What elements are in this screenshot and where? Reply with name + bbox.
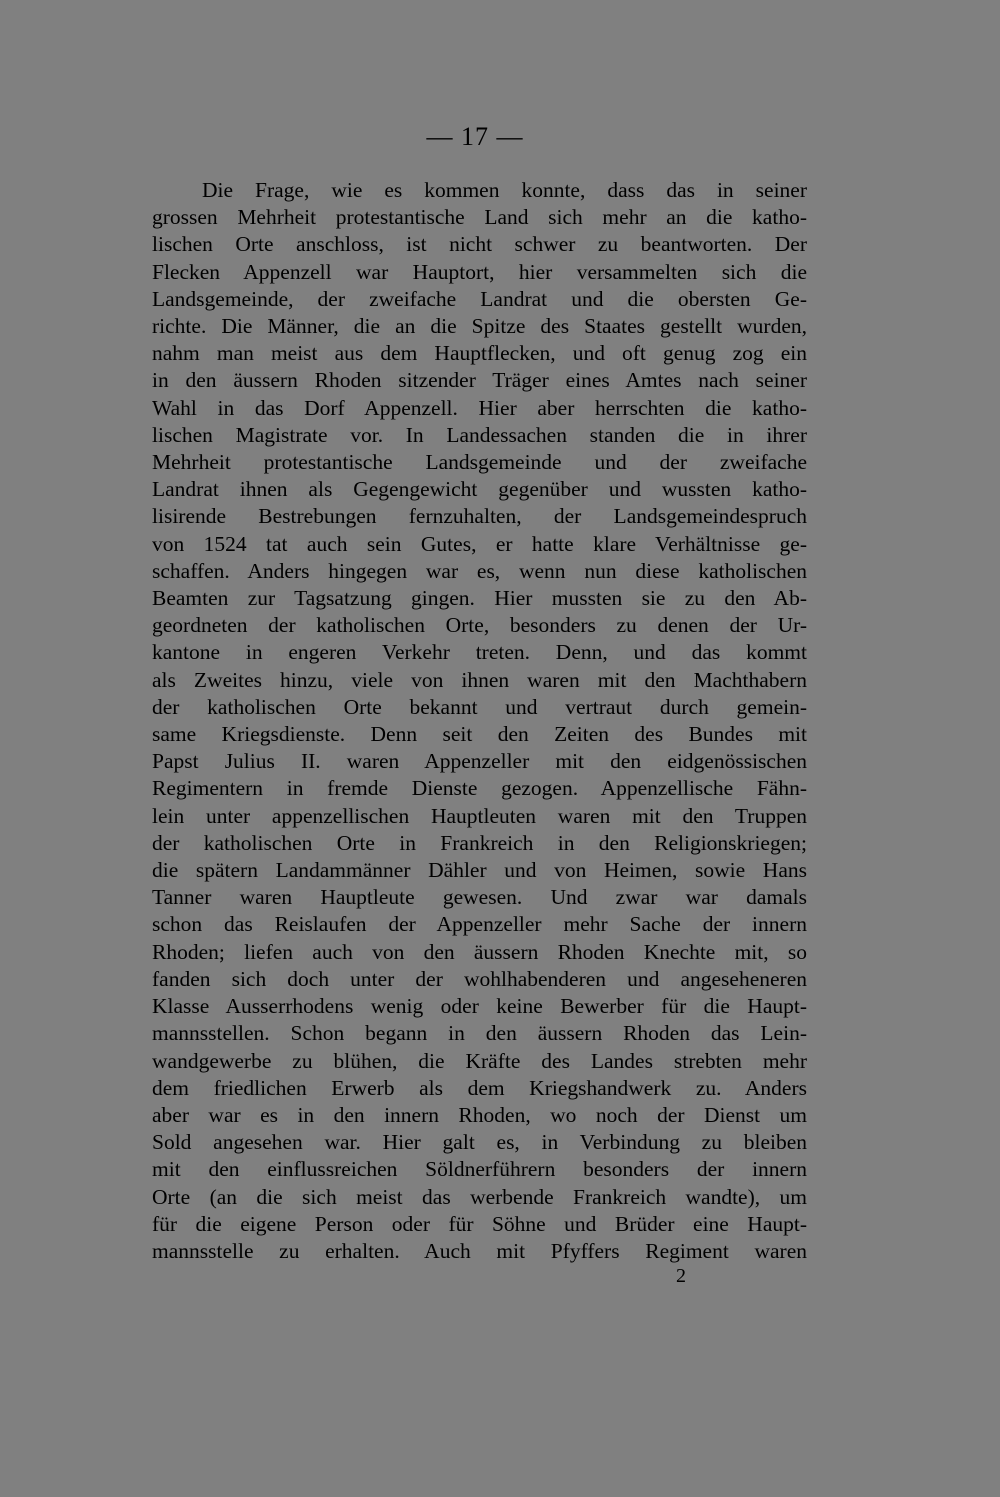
text-line: lisirende Bestrebungen fernzuhalten, der Landsgemeindespruch (152, 504, 807, 529)
text-line: geordneten der katholischen Orte, besonders zu denen der Ur- (152, 613, 807, 638)
text-line: Mehrheit protestantische Landsgemeinde und der zweifache (152, 450, 807, 475)
text-line: Landrat ihnen als Gegengewicht gegenüber und wussten katho- (152, 477, 807, 502)
text-line: der katholischen Orte in Frankreich in den Religionskriegen; (152, 830, 807, 855)
page-number: — 17 — (426, 122, 524, 151)
text-line: Tanner waren Hauptleute gewesen. Und zwar war damals (152, 885, 807, 910)
text-line: lischen Magistrate vor. In Landessachen standen die in ihrer (152, 422, 807, 447)
text-line: wandgewerbe zu blühen, die Kräfte des Landes strebten mehr (152, 1048, 807, 1073)
text-line: mannsstelle zu erhalten. Auch mit Pfyffers Regiment waren (152, 1238, 807, 1263)
text-line: dem friedlichen Erwerb als dem Kriegshandwerk zu. Anders (152, 1075, 807, 1100)
text-line: als Zweites hinzu, viele von ihnen waren mit den Machthabern (152, 667, 807, 692)
text-line: für die eigene Person oder für Söhne und Brüder eine Haupt- (152, 1211, 807, 1236)
text-line: die spätern Landammänner Dähler und von Heimen, sowie Hans (152, 858, 807, 883)
text-line: same Kriegsdienste. Denn seit den Zeiten des Bundes mit (152, 722, 807, 747)
text-line: mannsstellen. Schon begann in den äussern Rhoden das Lein- (152, 1021, 807, 1046)
text-line: lein unter appenzellischen Hauptleuten waren mit den Truppen (152, 803, 807, 828)
text-line: nahm man meist aus dem Hauptflecken, und oft genug zog ein (152, 341, 807, 366)
text-line: Klasse Ausserrhodens wenig oder keine Bewerber für die Haupt- (152, 994, 807, 1019)
text-line: richte. Die Männer, die an die Spitze des Staates gestellt wurden, (152, 314, 807, 339)
text-line: kantone in engeren Verkehr treten. Denn, und das kommt (152, 640, 807, 665)
body-paragraph (152, 177, 807, 1265)
text-line: Orte (an die sich meist das werbende Frankreich wandte), um (152, 1184, 807, 1209)
signature-mark: 2 (676, 1265, 686, 1287)
text-line: fanden sich doch unter der wohlhabenderen und angeseheneren (152, 966, 807, 991)
text-line: aber war es in den innern Rhoden, wo noch der Dienst um (152, 1102, 807, 1127)
text-line: Sold angesehen war. Hier galt es, in Verbindung zu bleiben (152, 1130, 807, 1155)
text-line: Flecken Appenzell war Hauptort, hier versammelten sich die (152, 259, 807, 284)
text-line: Rhoden; liefen auch von den äussern Rhoden Knechte mit, so (152, 939, 807, 964)
text-line: mit den einflussreichen Söldnerführern besonders der innern (152, 1157, 807, 1182)
text-line: grossen Mehrheit protestantische Land sich mehr an die katho- (152, 205, 807, 230)
text-line: Die Frage, wie es kommen konnte, dass das in seiner (202, 178, 807, 202)
text-line: schon das Reislaufen der Appenzeller mehr Sache der innern (152, 912, 807, 937)
text-line: Regimentern in fremde Dienste gezogen. Appenzellische Fähn- (152, 776, 807, 801)
text-line: lischen Orte anschloss, ist nicht schwer zu beantworten. Der (152, 232, 807, 257)
text-line: von 1524 tat auch sein Gutes, er hatte klare Verhältnisse ge- (152, 531, 807, 556)
text-line: Wahl in das Dorf Appenzell. Hier aber herrschten die katho- (152, 395, 807, 420)
text-line: schaffen. Anders hingegen war es, wenn nun diese katholischen (152, 558, 807, 583)
text-line: Papst Julius II. waren Appenzeller mit den eidgenössischen (152, 749, 807, 774)
text-line: Landsgemeinde, der zweifache Landrat und die obersten Ge- (152, 286, 807, 311)
text-line: in den äussern Rhoden sitzender Träger eines Amtes nach seiner (152, 368, 807, 393)
text-line: Beamten zur Tagsatzung gingen. Hier mussten sie zu den Ab- (152, 586, 807, 611)
text-line: der katholischen Orte bekannt und vertraut durch gemein- (152, 694, 807, 719)
